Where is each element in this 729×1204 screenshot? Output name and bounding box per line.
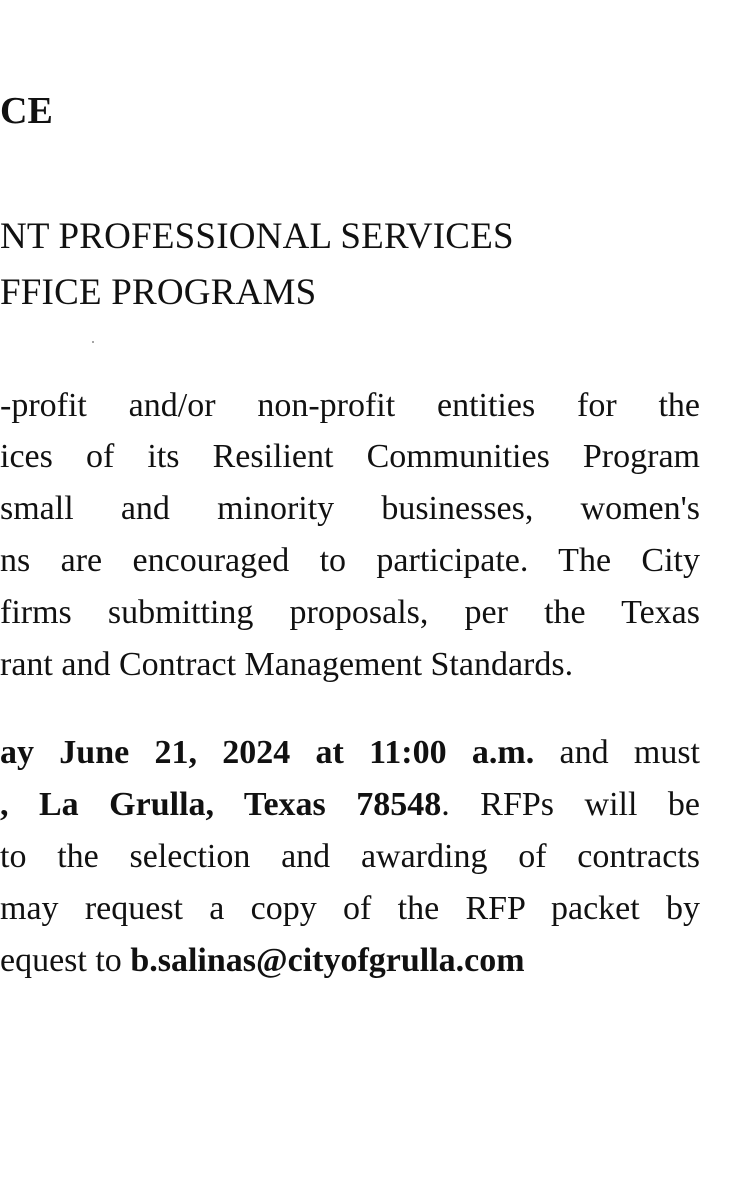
paragraph-2-line-1 [0, 736, 700, 770]
notice-heading: CE [0, 90, 53, 132]
subtitle-line-1: NT PROFESSIONAL SERVICES [0, 216, 514, 257]
paragraph-2-line-5 [0, 944, 700, 978]
paragraph-2-line-3: to the selection and awarding of contracts [0, 838, 700, 875]
address-city: , La Grulla, Texas 78548 [0, 786, 442, 823]
deadline-date: ay June 21, 2024 at 11:00 a.m. [0, 734, 535, 771]
paragraph-2-line-5-pre: equest to [0, 942, 131, 979]
paragraph-1-line-2: ices of its Resilient Communities Program [0, 438, 700, 475]
paragraph-1-line-1: -profit and/or non-profit entities for the [0, 387, 700, 424]
paragraph-1-line-3: small and minority businesses, women's [0, 490, 700, 527]
paragraph-1-line-4: ns are encouraged to participate. The City [0, 542, 700, 579]
scan-speck [92, 341, 94, 343]
subtitle-line-2: FFICE PROGRAMS [0, 272, 317, 313]
paragraph-2-line-2 [0, 788, 700, 822]
paragraph-1-line-6: rant and Contract Management Standards. [0, 646, 574, 683]
contact-email[interactable]: b.salinas@cityofgrulla.com [130, 942, 525, 979]
paragraph-1-line-5: firms submitting proposals, per the Texas [0, 594, 700, 631]
paragraph-2-line-4: may request a copy of the RFP packet by [0, 890, 700, 927]
paragraph-2-line-2-rest: . RFPs will be [441, 786, 700, 823]
paragraph-2-line-1-rest: and must [534, 734, 701, 771]
